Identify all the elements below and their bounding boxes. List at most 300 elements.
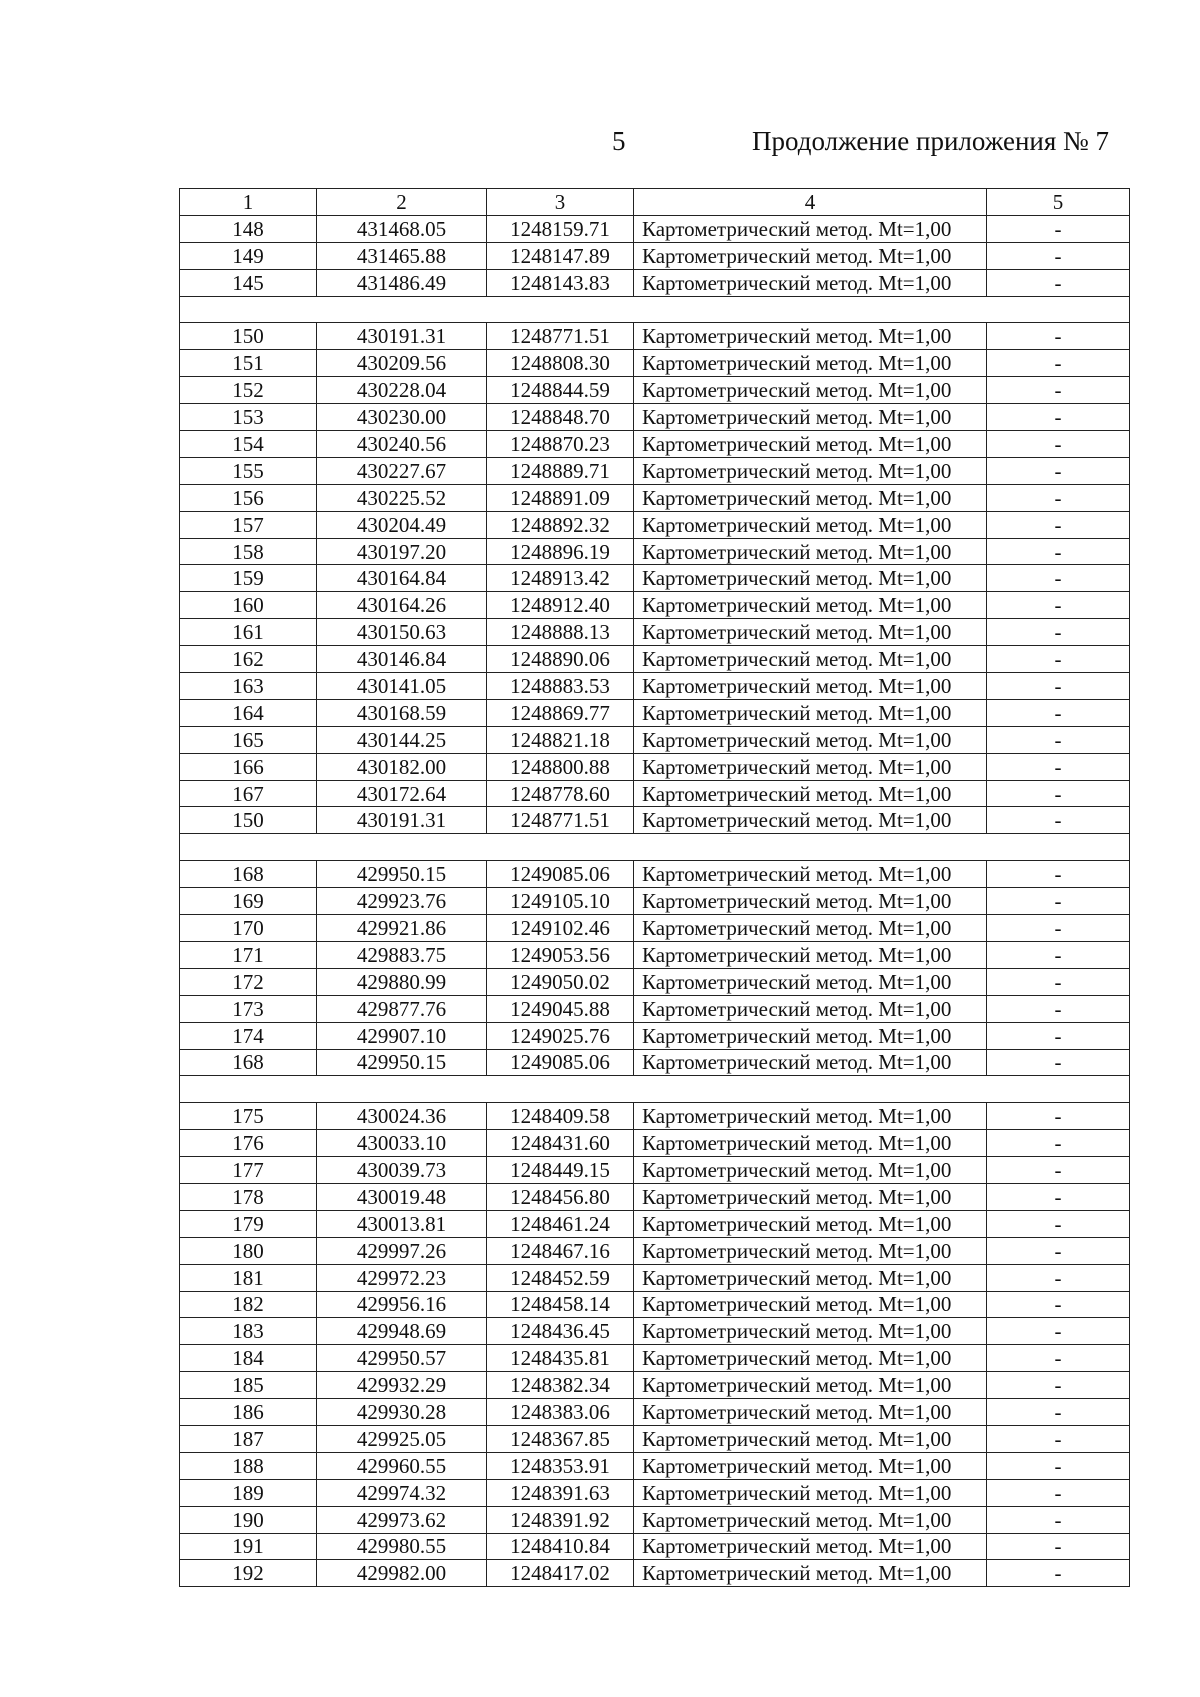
y-coordinate-cell: 1248890.06 [487, 646, 634, 673]
table-row [180, 377, 1130, 404]
point-number-cell: 192 [180, 1560, 317, 1587]
x-coordinate-cell: 429972.23 [317, 1264, 487, 1291]
method-cell: Картометрический метод. Mt=1,00 [634, 619, 987, 646]
point-number-cell: 152 [180, 377, 317, 404]
point-number-cell: 162 [180, 646, 317, 673]
x-coordinate-cell: 429997.26 [317, 1237, 487, 1264]
x-coordinate-cell: 431468.05 [317, 215, 487, 242]
x-coordinate-cell: 430164.26 [317, 592, 487, 619]
method-cell: Картометрический метод. Mt=1,00 [634, 726, 987, 753]
method-cell: Картометрический метод. Mt=1,00 [634, 753, 987, 780]
table-row [180, 861, 1130, 888]
x-coordinate-cell: 430146.84 [317, 646, 487, 673]
y-coordinate-cell: 1249025.76 [487, 1022, 634, 1049]
point-number-cell: 153 [180, 404, 317, 431]
point-number-cell: 172 [180, 968, 317, 995]
separator-cell [180, 1076, 1130, 1103]
method-cell: Картометрический метод. Mt=1,00 [634, 1372, 987, 1399]
note-cell: - [987, 404, 1130, 431]
table-row [180, 1452, 1130, 1479]
y-coordinate-cell: 1248452.59 [487, 1264, 634, 1291]
note-cell: - [987, 1291, 1130, 1318]
x-coordinate-cell: 430225.52 [317, 484, 487, 511]
note-cell: - [987, 915, 1130, 942]
x-coordinate-cell: 430172.64 [317, 780, 487, 807]
method-cell: Картометрический метод. Mt=1,00 [634, 538, 987, 565]
table-row [180, 431, 1130, 458]
x-coordinate-cell: 429923.76 [317, 888, 487, 915]
note-cell: - [987, 673, 1130, 700]
y-coordinate-cell: 1248778.60 [487, 780, 634, 807]
point-number-cell: 145 [180, 269, 317, 296]
point-number-cell: 167 [180, 780, 317, 807]
x-coordinate-cell: 430240.56 [317, 431, 487, 458]
note-cell: - [987, 431, 1130, 458]
point-number-cell: 175 [180, 1103, 317, 1130]
point-number-cell: 177 [180, 1157, 317, 1184]
separator-cell [180, 296, 1130, 323]
y-coordinate-cell: 1248431.60 [487, 1130, 634, 1157]
x-coordinate-cell: 430013.81 [317, 1210, 487, 1237]
method-cell: Картометрический метод. Mt=1,00 [634, 646, 987, 673]
table-row [180, 592, 1130, 619]
note-cell: - [987, 807, 1130, 834]
method-cell: Картометрический метод. Mt=1,00 [634, 1291, 987, 1318]
y-coordinate-cell: 1248870.23 [487, 431, 634, 458]
note-cell: - [987, 350, 1130, 377]
method-cell: Картометрический метод. Mt=1,00 [634, 807, 987, 834]
table-row [180, 1399, 1130, 1426]
table-row [180, 968, 1130, 995]
method-cell: Картометрический метод. Mt=1,00 [634, 269, 987, 296]
table-row [180, 323, 1130, 350]
x-coordinate-cell: 430024.36 [317, 1103, 487, 1130]
point-number-cell: 179 [180, 1210, 317, 1237]
point-number-cell: 169 [180, 888, 317, 915]
method-cell: Картометрический метод. Mt=1,00 [634, 1345, 987, 1372]
y-coordinate-cell: 1249085.06 [487, 1049, 634, 1076]
point-number-cell: 182 [180, 1291, 317, 1318]
y-coordinate-cell: 1248456.80 [487, 1183, 634, 1210]
table-row [180, 1157, 1130, 1184]
y-coordinate-cell: 1248821.18 [487, 726, 634, 753]
y-coordinate-cell: 1248353.91 [487, 1452, 634, 1479]
note-cell: - [987, 377, 1130, 404]
y-coordinate-cell: 1249053.56 [487, 941, 634, 968]
table-row [180, 1560, 1130, 1587]
method-cell: Картометрический метод. Mt=1,00 [634, 968, 987, 995]
x-coordinate-cell: 429948.69 [317, 1318, 487, 1345]
note-cell: - [987, 726, 1130, 753]
method-cell: Картометрический метод. Mt=1,00 [634, 1103, 987, 1130]
x-coordinate-cell: 429925.05 [317, 1425, 487, 1452]
note-cell: - [987, 511, 1130, 538]
y-coordinate-cell: 1248892.32 [487, 511, 634, 538]
method-cell: Картометрический метод. Mt=1,00 [634, 1560, 987, 1587]
y-coordinate-cell: 1248808.30 [487, 350, 634, 377]
point-number-cell: 187 [180, 1425, 317, 1452]
x-coordinate-cell: 430191.31 [317, 323, 487, 350]
table-row [180, 780, 1130, 807]
y-coordinate-cell: 1249102.46 [487, 915, 634, 942]
point-number-cell: 150 [180, 807, 317, 834]
note-cell: - [987, 780, 1130, 807]
x-coordinate-cell: 430141.05 [317, 673, 487, 700]
point-number-cell: 161 [180, 619, 317, 646]
point-number-cell: 165 [180, 726, 317, 753]
point-number-cell: 168 [180, 861, 317, 888]
method-cell: Картометрический метод. Mt=1,00 [634, 242, 987, 269]
method-cell: Картометрический метод. Mt=1,00 [634, 511, 987, 538]
note-cell: - [987, 1399, 1130, 1426]
method-cell: Картометрический метод. Mt=1,00 [634, 565, 987, 592]
y-coordinate-cell: 1248771.51 [487, 807, 634, 834]
method-cell: Картометрический метод. Mt=1,00 [634, 1130, 987, 1157]
column-header: 1 [180, 189, 317, 216]
column-header: 3 [487, 189, 634, 216]
method-cell: Картометрический метод. Mt=1,00 [634, 1049, 987, 1076]
method-cell: Картометрический метод. Mt=1,00 [634, 941, 987, 968]
column-header: 4 [634, 189, 987, 216]
method-cell: Картометрический метод. Mt=1,00 [634, 1479, 987, 1506]
note-cell: - [987, 995, 1130, 1022]
method-cell: Картометрический метод. Mt=1,00 [634, 1318, 987, 1345]
table-row [180, 538, 1130, 565]
x-coordinate-cell: 430230.00 [317, 404, 487, 431]
separator-row [180, 834, 1130, 861]
separator-row [180, 296, 1130, 323]
point-number-cell: 185 [180, 1372, 317, 1399]
point-number-cell: 159 [180, 565, 317, 592]
x-coordinate-cell: 430039.73 [317, 1157, 487, 1184]
x-coordinate-cell: 429973.62 [317, 1506, 487, 1533]
x-coordinate-cell: 429930.28 [317, 1399, 487, 1426]
note-cell: - [987, 565, 1130, 592]
table-row [180, 215, 1130, 242]
x-coordinate-cell: 430168.59 [317, 699, 487, 726]
note-cell: - [987, 1560, 1130, 1587]
point-number-cell: 168 [180, 1049, 317, 1076]
method-cell: Картометрический метод. Mt=1,00 [634, 323, 987, 350]
method-cell: Картометрический метод. Mt=1,00 [634, 995, 987, 1022]
point-number-cell: 190 [180, 1506, 317, 1533]
table-row [180, 1264, 1130, 1291]
note-cell: - [987, 1533, 1130, 1560]
y-coordinate-cell: 1248889.71 [487, 457, 634, 484]
method-cell: Картометрический метод. Mt=1,00 [634, 350, 987, 377]
x-coordinate-cell: 431486.49 [317, 269, 487, 296]
y-coordinate-cell: 1248458.14 [487, 1291, 634, 1318]
y-coordinate-cell: 1248449.15 [487, 1157, 634, 1184]
x-coordinate-cell: 429982.00 [317, 1560, 487, 1587]
note-cell: - [987, 1425, 1130, 1452]
method-cell: Картометрический метод. Mt=1,00 [634, 1157, 987, 1184]
point-number-cell: 180 [180, 1237, 317, 1264]
table-row [180, 619, 1130, 646]
note-cell: - [987, 457, 1130, 484]
table-row [180, 350, 1130, 377]
note-cell: - [987, 215, 1130, 242]
table-row [180, 888, 1130, 915]
point-number-cell: 150 [180, 323, 317, 350]
method-cell: Картометрический метод. Mt=1,00 [634, 1506, 987, 1533]
y-coordinate-cell: 1248143.83 [487, 269, 634, 296]
method-cell: Картометрический метод. Mt=1,00 [634, 780, 987, 807]
point-number-cell: 163 [180, 673, 317, 700]
x-coordinate-cell: 429980.55 [317, 1533, 487, 1560]
table-row [180, 1022, 1130, 1049]
table-row [180, 1291, 1130, 1318]
method-cell: Картометрический метод. Mt=1,00 [634, 457, 987, 484]
note-cell: - [987, 1452, 1130, 1479]
y-coordinate-cell: 1248891.09 [487, 484, 634, 511]
table-row [180, 1533, 1130, 1560]
table-row [180, 242, 1130, 269]
note-cell: - [987, 1479, 1130, 1506]
x-coordinate-cell: 430164.84 [317, 565, 487, 592]
note-cell: - [987, 592, 1130, 619]
y-coordinate-cell: 1248883.53 [487, 673, 634, 700]
x-coordinate-cell: 429950.15 [317, 1049, 487, 1076]
table-row [180, 807, 1130, 834]
method-cell: Картометрический метод. Mt=1,00 [634, 1399, 987, 1426]
y-coordinate-cell: 1248436.45 [487, 1318, 634, 1345]
separator-row [180, 1076, 1130, 1103]
note-cell: - [987, 1237, 1130, 1264]
y-coordinate-cell: 1248391.92 [487, 1506, 634, 1533]
method-cell: Картометрический метод. Mt=1,00 [634, 484, 987, 511]
method-cell: Картометрический метод. Mt=1,00 [634, 1264, 987, 1291]
point-number-cell: 155 [180, 457, 317, 484]
y-coordinate-cell: 1248913.42 [487, 565, 634, 592]
coordinates-table-body [180, 189, 1130, 1587]
x-coordinate-cell: 430227.67 [317, 457, 487, 484]
method-cell: Картометрический метод. Mt=1,00 [634, 888, 987, 915]
note-cell: - [987, 1183, 1130, 1210]
table-row [180, 1237, 1130, 1264]
note-cell: - [987, 1049, 1130, 1076]
x-coordinate-cell: 429877.76 [317, 995, 487, 1022]
table-row [180, 1103, 1130, 1130]
point-number-cell: 170 [180, 915, 317, 942]
point-number-cell: 176 [180, 1130, 317, 1157]
method-cell: Картометрический метод. Mt=1,00 [634, 1237, 987, 1264]
note-cell: - [987, 861, 1130, 888]
x-coordinate-cell: 430182.00 [317, 753, 487, 780]
method-cell: Картометрический метод. Mt=1,00 [634, 1022, 987, 1049]
method-cell: Картометрический метод. Mt=1,00 [634, 431, 987, 458]
y-coordinate-cell: 1249050.02 [487, 968, 634, 995]
note-cell: - [987, 1318, 1130, 1345]
table-row [180, 941, 1130, 968]
point-number-cell: 154 [180, 431, 317, 458]
note-cell: - [987, 753, 1130, 780]
note-cell: - [987, 1022, 1130, 1049]
table-row [180, 1345, 1130, 1372]
x-coordinate-cell: 430209.56 [317, 350, 487, 377]
x-coordinate-cell: 431465.88 [317, 242, 487, 269]
point-number-cell: 178 [180, 1183, 317, 1210]
note-cell: - [987, 619, 1130, 646]
method-cell: Картометрический метод. Mt=1,00 [634, 404, 987, 431]
x-coordinate-cell: 429956.16 [317, 1291, 487, 1318]
y-coordinate-cell: 1248461.24 [487, 1210, 634, 1237]
x-coordinate-cell: 430228.04 [317, 377, 487, 404]
point-number-cell: 173 [180, 995, 317, 1022]
separator-cell [180, 834, 1130, 861]
point-number-cell: 184 [180, 1345, 317, 1372]
y-coordinate-cell: 1249105.10 [487, 888, 634, 915]
point-number-cell: 164 [180, 699, 317, 726]
note-cell: - [987, 941, 1130, 968]
table-row [180, 404, 1130, 431]
x-coordinate-cell: 429974.32 [317, 1479, 487, 1506]
table-row [180, 565, 1130, 592]
note-cell: - [987, 1506, 1130, 1533]
point-number-cell: 171 [180, 941, 317, 968]
note-cell: - [987, 1345, 1130, 1372]
method-cell: Картометрический метод. Mt=1,00 [634, 1452, 987, 1479]
y-coordinate-cell: 1248391.63 [487, 1479, 634, 1506]
point-number-cell: 157 [180, 511, 317, 538]
note-cell: - [987, 1372, 1130, 1399]
note-cell: - [987, 968, 1130, 995]
table-row [180, 1425, 1130, 1452]
y-coordinate-cell: 1248383.06 [487, 1399, 634, 1426]
y-coordinate-cell: 1248147.89 [487, 242, 634, 269]
note-cell: - [987, 242, 1130, 269]
y-coordinate-cell: 1248382.34 [487, 1372, 634, 1399]
table-row [180, 995, 1130, 1022]
point-number-cell: 181 [180, 1264, 317, 1291]
table-row [180, 753, 1130, 780]
y-coordinate-cell: 1248409.58 [487, 1103, 634, 1130]
y-coordinate-cell: 1248848.70 [487, 404, 634, 431]
note-cell: - [987, 323, 1130, 350]
point-number-cell: 186 [180, 1399, 317, 1426]
y-coordinate-cell: 1248467.16 [487, 1237, 634, 1264]
table-row [180, 1130, 1130, 1157]
point-number-cell: 160 [180, 592, 317, 619]
x-coordinate-cell: 430204.49 [317, 511, 487, 538]
note-cell: - [987, 888, 1130, 915]
point-number-cell: 158 [180, 538, 317, 565]
point-number-cell: 191 [180, 1533, 317, 1560]
x-coordinate-cell: 430019.48 [317, 1183, 487, 1210]
y-coordinate-cell: 1248410.84 [487, 1533, 634, 1560]
table-row [180, 726, 1130, 753]
column-header: 2 [317, 189, 487, 216]
table-row [180, 699, 1130, 726]
point-number-cell: 156 [180, 484, 317, 511]
x-coordinate-cell: 429950.57 [317, 1345, 487, 1372]
note-cell: - [987, 1264, 1130, 1291]
y-coordinate-cell: 1248159.71 [487, 215, 634, 242]
method-cell: Картометрический метод. Mt=1,00 [634, 699, 987, 726]
page-number: 5 [612, 126, 626, 156]
y-coordinate-cell: 1248888.13 [487, 619, 634, 646]
y-coordinate-cell: 1248367.85 [487, 1425, 634, 1452]
table-row [180, 269, 1130, 296]
table-row [180, 1049, 1130, 1076]
x-coordinate-cell: 429880.99 [317, 968, 487, 995]
column-header: 5 [987, 189, 1130, 216]
x-coordinate-cell: 429932.29 [317, 1372, 487, 1399]
note-cell: - [987, 1103, 1130, 1130]
point-number-cell: 174 [180, 1022, 317, 1049]
table-row [180, 1183, 1130, 1210]
note-cell: - [987, 269, 1130, 296]
x-coordinate-cell: 429883.75 [317, 941, 487, 968]
x-coordinate-cell: 429960.55 [317, 1452, 487, 1479]
coordinates-table [179, 188, 1130, 1587]
x-coordinate-cell: 430033.10 [317, 1130, 487, 1157]
point-number-cell: 183 [180, 1318, 317, 1345]
y-coordinate-cell: 1248844.59 [487, 377, 634, 404]
x-coordinate-cell: 430191.31 [317, 807, 487, 834]
x-coordinate-cell: 429907.10 [317, 1022, 487, 1049]
note-cell: - [987, 646, 1130, 673]
y-coordinate-cell: 1248771.51 [487, 323, 634, 350]
note-cell: - [987, 538, 1130, 565]
table-row [180, 1506, 1130, 1533]
point-number-cell: 151 [180, 350, 317, 377]
y-coordinate-cell: 1248435.81 [487, 1345, 634, 1372]
x-coordinate-cell: 429950.15 [317, 861, 487, 888]
note-cell: - [987, 1210, 1130, 1237]
table-row [180, 457, 1130, 484]
point-number-cell: 148 [180, 215, 317, 242]
note-cell: - [987, 699, 1130, 726]
point-number-cell: 189 [180, 1479, 317, 1506]
x-coordinate-cell: 429921.86 [317, 915, 487, 942]
table-row [180, 915, 1130, 942]
y-coordinate-cell: 1248912.40 [487, 592, 634, 619]
point-number-cell: 149 [180, 242, 317, 269]
method-cell: Картометрический метод. Mt=1,00 [634, 861, 987, 888]
table-row [180, 1318, 1130, 1345]
method-cell: Картометрический метод. Mt=1,00 [634, 1210, 987, 1237]
method-cell: Картометрический метод. Mt=1,00 [634, 377, 987, 404]
note-cell: - [987, 1130, 1130, 1157]
method-cell: Картометрический метод. Mt=1,00 [634, 1425, 987, 1452]
x-coordinate-cell: 430197.20 [317, 538, 487, 565]
table-row [180, 484, 1130, 511]
method-cell: Картометрический метод. Mt=1,00 [634, 215, 987, 242]
method-cell: Картометрический метод. Mt=1,00 [634, 592, 987, 619]
point-number-cell: 166 [180, 753, 317, 780]
y-coordinate-cell: 1249085.06 [487, 861, 634, 888]
y-coordinate-cell: 1248800.88 [487, 753, 634, 780]
method-cell: Картометрический метод. Mt=1,00 [634, 1533, 987, 1560]
table-row [180, 511, 1130, 538]
y-coordinate-cell: 1248896.19 [487, 538, 634, 565]
method-cell: Картометрический метод. Mt=1,00 [634, 1183, 987, 1210]
table-row [180, 1210, 1130, 1237]
note-cell: - [987, 484, 1130, 511]
table-row [180, 1372, 1130, 1399]
table-header-row [180, 189, 1130, 216]
y-coordinate-cell: 1248869.77 [487, 699, 634, 726]
x-coordinate-cell: 430144.25 [317, 726, 487, 753]
x-coordinate-cell: 430150.63 [317, 619, 487, 646]
table-row [180, 673, 1130, 700]
table-row [180, 1479, 1130, 1506]
method-cell: Картометрический метод. Mt=1,00 [634, 915, 987, 942]
table-row [180, 646, 1130, 673]
y-coordinate-cell: 1248417.02 [487, 1560, 634, 1587]
page-caption: Продолжение приложения № 7 [752, 126, 1110, 156]
